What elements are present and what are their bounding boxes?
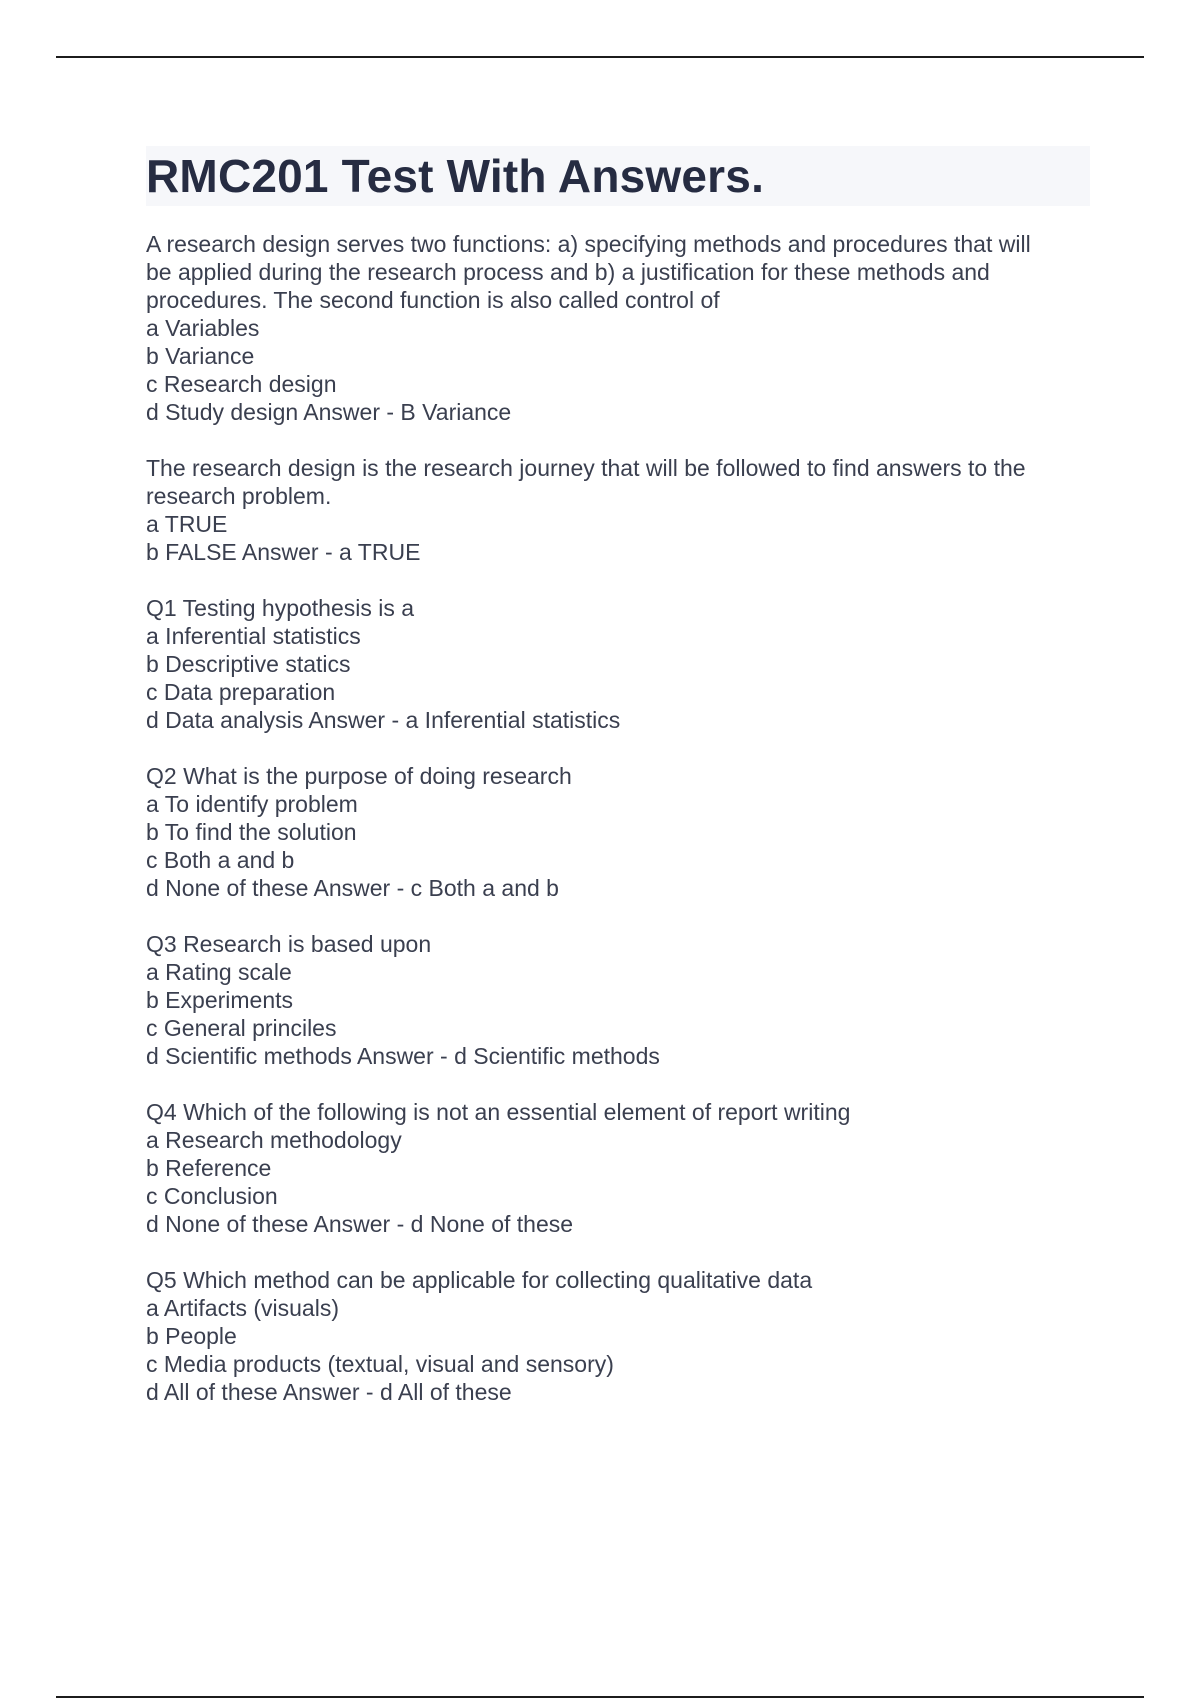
answer-option-with-answer: d None of these Answer - c Both a and b bbox=[146, 875, 559, 901]
answer-option: c Media products (textual, visual and sensory) bbox=[146, 1351, 614, 1377]
answer-option: a To identify problem bbox=[146, 791, 358, 817]
document-body bbox=[146, 146, 1090, 1406]
question-prompt-line: A research design serves two functions: a) specifying methods and procedures that will bbox=[146, 231, 1031, 257]
answer-option: a Research methodology bbox=[146, 1127, 402, 1153]
question-prompt-line: Q5 Which method can be applicable for collecting qualitative data bbox=[146, 1267, 813, 1293]
answer-option: c Research design bbox=[146, 371, 337, 397]
answer-option: b Experiments bbox=[146, 987, 294, 1013]
answer-option-with-answer: d Data analysis Answer - a Inferential statistics bbox=[146, 707, 621, 733]
answer-option: c Conclusion bbox=[146, 1183, 278, 1209]
answer-option-with-answer: d None of these Answer - d None of these bbox=[146, 1211, 574, 1237]
answer-option: c General princiles bbox=[146, 1015, 337, 1041]
answer-option: c Data preparation bbox=[146, 679, 336, 705]
question-block-q4 bbox=[146, 1098, 1090, 1238]
bottom-rule bbox=[56, 1696, 1144, 1698]
answer-option: a TRUE bbox=[146, 511, 228, 537]
answer-option: b To find the solution bbox=[146, 819, 357, 845]
answer-option: b People bbox=[146, 1323, 237, 1349]
answer-option: a Variables bbox=[146, 315, 260, 341]
answer-option: a Artifacts (visuals) bbox=[146, 1295, 339, 1321]
answer-option: b Variance bbox=[146, 343, 255, 369]
question-block-1 bbox=[146, 230, 1090, 426]
question-block-q3 bbox=[146, 930, 1090, 1070]
answer-option: b Descriptive statics bbox=[146, 651, 351, 677]
question-block-q2 bbox=[146, 762, 1090, 902]
question-block-2 bbox=[146, 454, 1090, 566]
answer-option: c Both a and b bbox=[146, 847, 295, 873]
question-prompt-line: procedures. The second function is also called control of bbox=[146, 287, 720, 313]
question-prompt-line: research problem. bbox=[146, 483, 332, 509]
top-rule bbox=[56, 56, 1144, 58]
question-prompt-line: The research design is the research journey that will be followed to find answers to the bbox=[146, 455, 1026, 481]
answer-option: b Reference bbox=[146, 1155, 272, 1181]
answer-option-with-answer: d Scientific methods Answer - d Scientific methods bbox=[146, 1043, 660, 1069]
document-title: RMC201 Test With Answers. bbox=[146, 146, 1090, 206]
question-prompt-line: Q4 Which of the following is not an essential element of report writing bbox=[146, 1099, 851, 1125]
question-prompt-line: Q2 What is the purpose of doing research bbox=[146, 763, 572, 789]
answer-option: a Rating scale bbox=[146, 959, 292, 985]
question-prompt-line: be applied during the research process and b) a justification for these methods and bbox=[146, 259, 990, 285]
question-block-q1 bbox=[146, 594, 1090, 734]
answer-option-with-answer: d All of these Answer - d All of these bbox=[146, 1379, 512, 1405]
answer-option: a Inferential statistics bbox=[146, 623, 361, 649]
answer-option-with-answer: d Study design Answer - B Variance bbox=[146, 399, 512, 425]
question-prompt-line: Q3 Research is based upon bbox=[146, 931, 432, 957]
question-block-q5 bbox=[146, 1266, 1090, 1406]
answer-option-with-answer: b FALSE Answer - a TRUE bbox=[146, 539, 421, 565]
question-prompt-line: Q1 Testing hypothesis is a bbox=[146, 595, 415, 621]
